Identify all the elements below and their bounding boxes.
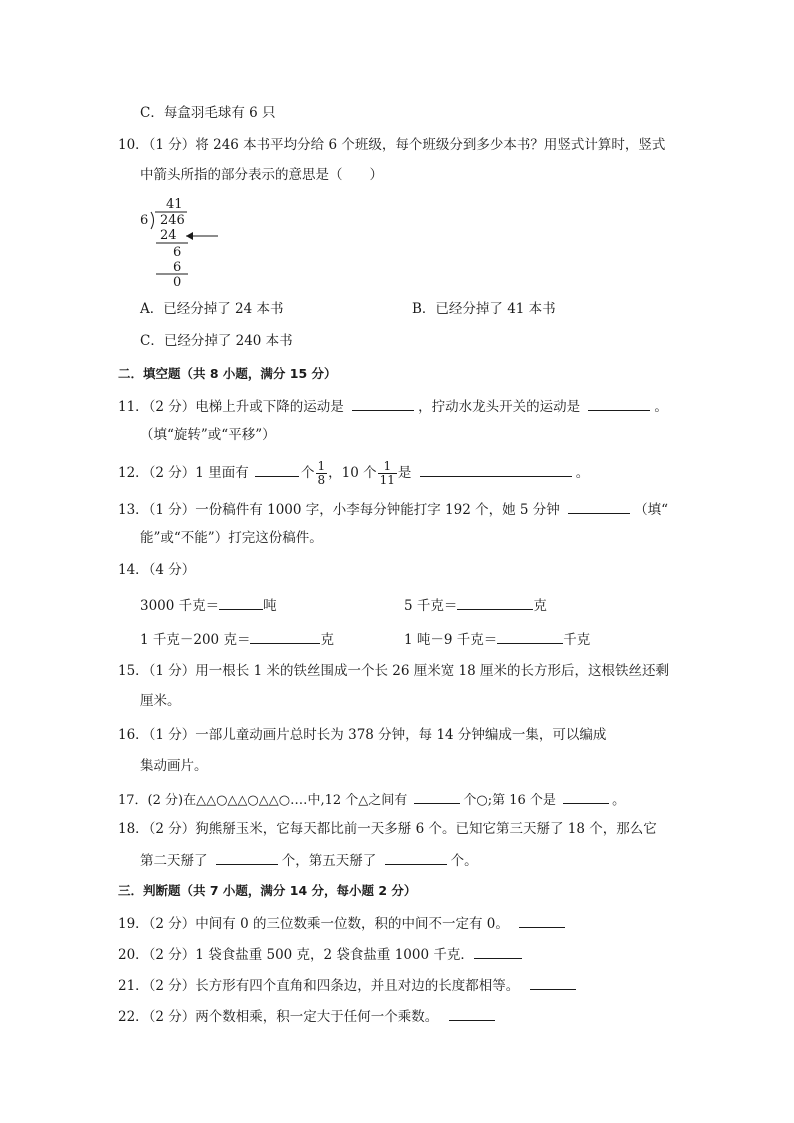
q14-title: 14．（4 分） (118, 562, 196, 578)
q17-text-c: 。 (612, 793, 626, 808)
fraction-1-numerator: 1 (317, 459, 326, 473)
q14-r2b-text: 1 吨－9 千克＝ (404, 632, 498, 648)
q17-text-b: 个○;第 16 个是 (463, 793, 556, 808)
q20-blank[interactable] (474, 944, 522, 959)
q10-option-b: B．已经分掉了 41 本书 (412, 301, 556, 317)
q12-blank-2[interactable] (420, 462, 572, 477)
q12-blank-1[interactable] (255, 462, 299, 477)
q14-r2b-unit: 千克 (563, 632, 591, 648)
q11-blank-1[interactable] (352, 396, 414, 411)
q12-text-b: 个 (301, 465, 315, 481)
q14-r1b-text: 5 千克＝ (404, 598, 458, 614)
q18-text-a: 第二天掰了 (140, 853, 208, 869)
section-3-heading: 三．判断题（共 7 小题，满分 14 分，每小题 2 分） (118, 883, 417, 898)
q17-blank-1[interactable] (414, 789, 460, 804)
q15-line2: 厘米。 (140, 693, 181, 709)
q19-blank[interactable] (519, 913, 565, 928)
fraction-2-numerator: 1 (378, 460, 397, 474)
q12-text-e: 。 (575, 465, 590, 481)
q13-line2: 能”或“不能”）打完这份稿件。 (140, 530, 323, 546)
q12-text-a: 12．（2 分）1 里面有 (118, 465, 249, 481)
q14-r2a-unit: 克 (320, 632, 334, 648)
q17-blank-2[interactable] (563, 789, 609, 804)
q18-line2 (140, 850, 478, 870)
q13-text-b: （填“ (634, 502, 668, 518)
q9-option-c: C．每盒羽毛球有 6 只 (140, 105, 276, 121)
q11-blank-2[interactable] (588, 396, 650, 411)
q14-r2a-text: 1 千克－200 克＝ (140, 632, 251, 648)
q14-row1-right (404, 595, 547, 615)
q14-blank-3[interactable] (250, 629, 320, 644)
q14-blank-2[interactable] (457, 595, 533, 610)
q17-line (118, 789, 625, 810)
q15-line1: 15．（1 分）用一根长 1 米的铁丝围成一个长 26 厘米宽 18 厘米的长方形后，这根铁丝还剩 (118, 663, 670, 679)
q20-text: 20．（2 分）1 袋食盐重 500 克，2 袋食盐重 1000 千克． (118, 947, 474, 963)
q10-option-c: C．已经分掉了 240 本书 (140, 333, 293, 349)
q12-line (118, 458, 589, 488)
q12-text-d: 是 (397, 465, 412, 481)
q14-r1b-unit: 克 (533, 598, 547, 614)
fraction-1-denominator: 8 (317, 473, 326, 487)
q22-line (118, 1006, 495, 1026)
q18-text-b: 个，第五天掰了 (281, 853, 377, 869)
q10-option-a: A．已经分掉了 24 本书 (140, 301, 284, 317)
q11-line1 (118, 396, 668, 416)
q21-line (118, 975, 576, 995)
q11-text-a: 11．（2 分）电梯上升或下降的运动是 (118, 399, 344, 415)
q13-text-a: 13．（1 分）一份稿件有 1000 字，小李每分钟能打字 192 个，她 5 分钟 (118, 502, 560, 518)
q18-blank-2[interactable] (385, 850, 447, 865)
q16-line1: 16．（1 分）一部儿童动画片总时长为 378 分钟，每 14 分钟编成一集，可以编成 (118, 727, 607, 743)
q11-text-b: ，拧动水龙头开关的运动是 (418, 399, 581, 415)
q18-text-c: 个。 (450, 853, 478, 869)
q17-text-a: 17．(2 分)在△△○△△○△△○‥‥中,12 个△之间有 (118, 793, 408, 808)
fraction-2-denominator: 11 (379, 473, 395, 487)
division-dividend: 246 (160, 213, 185, 228)
division-step1: 24 (160, 228, 177, 243)
division-bracket (151, 212, 154, 229)
q22-blank[interactable] (449, 1006, 495, 1021)
section-2-heading: 二．填空题（共 8 小题，满分 15 分） (118, 366, 337, 381)
q14-row2-left (140, 629, 334, 649)
q21-blank[interactable] (530, 975, 576, 990)
q20-line (118, 944, 522, 964)
q10-text-line1: 10．（1 分）将 246 本书平均分给 6 个班级，每个班级分到多少本书？用竖式计算时，竖式 (118, 137, 666, 153)
q19-line (118, 913, 565, 933)
q10-text-line2: 中箭头所指的部分表示的意思是（ ） (140, 167, 383, 183)
q14-blank-4[interactable] (497, 629, 563, 644)
fraction-one-eleventh (378, 460, 397, 487)
division-divisor: 6 (140, 213, 149, 228)
division-lines (0, 0, 794, 300)
division-quotient: 41 (166, 197, 183, 212)
q16-line2: 集动画片。 (140, 758, 208, 774)
q14-row2-right (404, 629, 590, 649)
division-step3: 6 (173, 260, 182, 275)
q19-text: 19．（2 分）中间有 0 的三位数乘一位数，积的中间不一定有 0。 (118, 916, 509, 932)
division-remainder: 0 (173, 275, 182, 290)
q14-r1a-text: 3000 千克＝ (140, 598, 220, 614)
q11-line2: （填“旋转”或“平移”） (140, 427, 276, 443)
q18-blank-1[interactable] (216, 850, 278, 865)
q18-line1: 18．（2 分）狗熊掰玉米，它每天都比前一天多掰 6 个。已知它第三天掰了 18 个，那么它 (118, 821, 657, 837)
q14-blank-1[interactable] (219, 595, 263, 610)
division-step2: 6 (173, 245, 182, 260)
q11-text-c: 。 (654, 399, 668, 415)
q14-r1a-unit: 吨 (263, 598, 277, 614)
q12-text-c: ，10 个 (328, 465, 377, 481)
q13-blank[interactable] (568, 499, 630, 514)
arrow-head-icon (186, 232, 193, 240)
q22-text: 22．（2 分）两个数相乘，积一定大于任何一个乘数。 (118, 1009, 439, 1025)
q21-text: 21．（2 分）长方形有四个直角和四条边，并且对边的长度都相等。 (118, 978, 520, 994)
q14-row1-left (140, 595, 277, 615)
q13-line1 (118, 499, 668, 519)
fraction-one-eighth (316, 460, 328, 487)
